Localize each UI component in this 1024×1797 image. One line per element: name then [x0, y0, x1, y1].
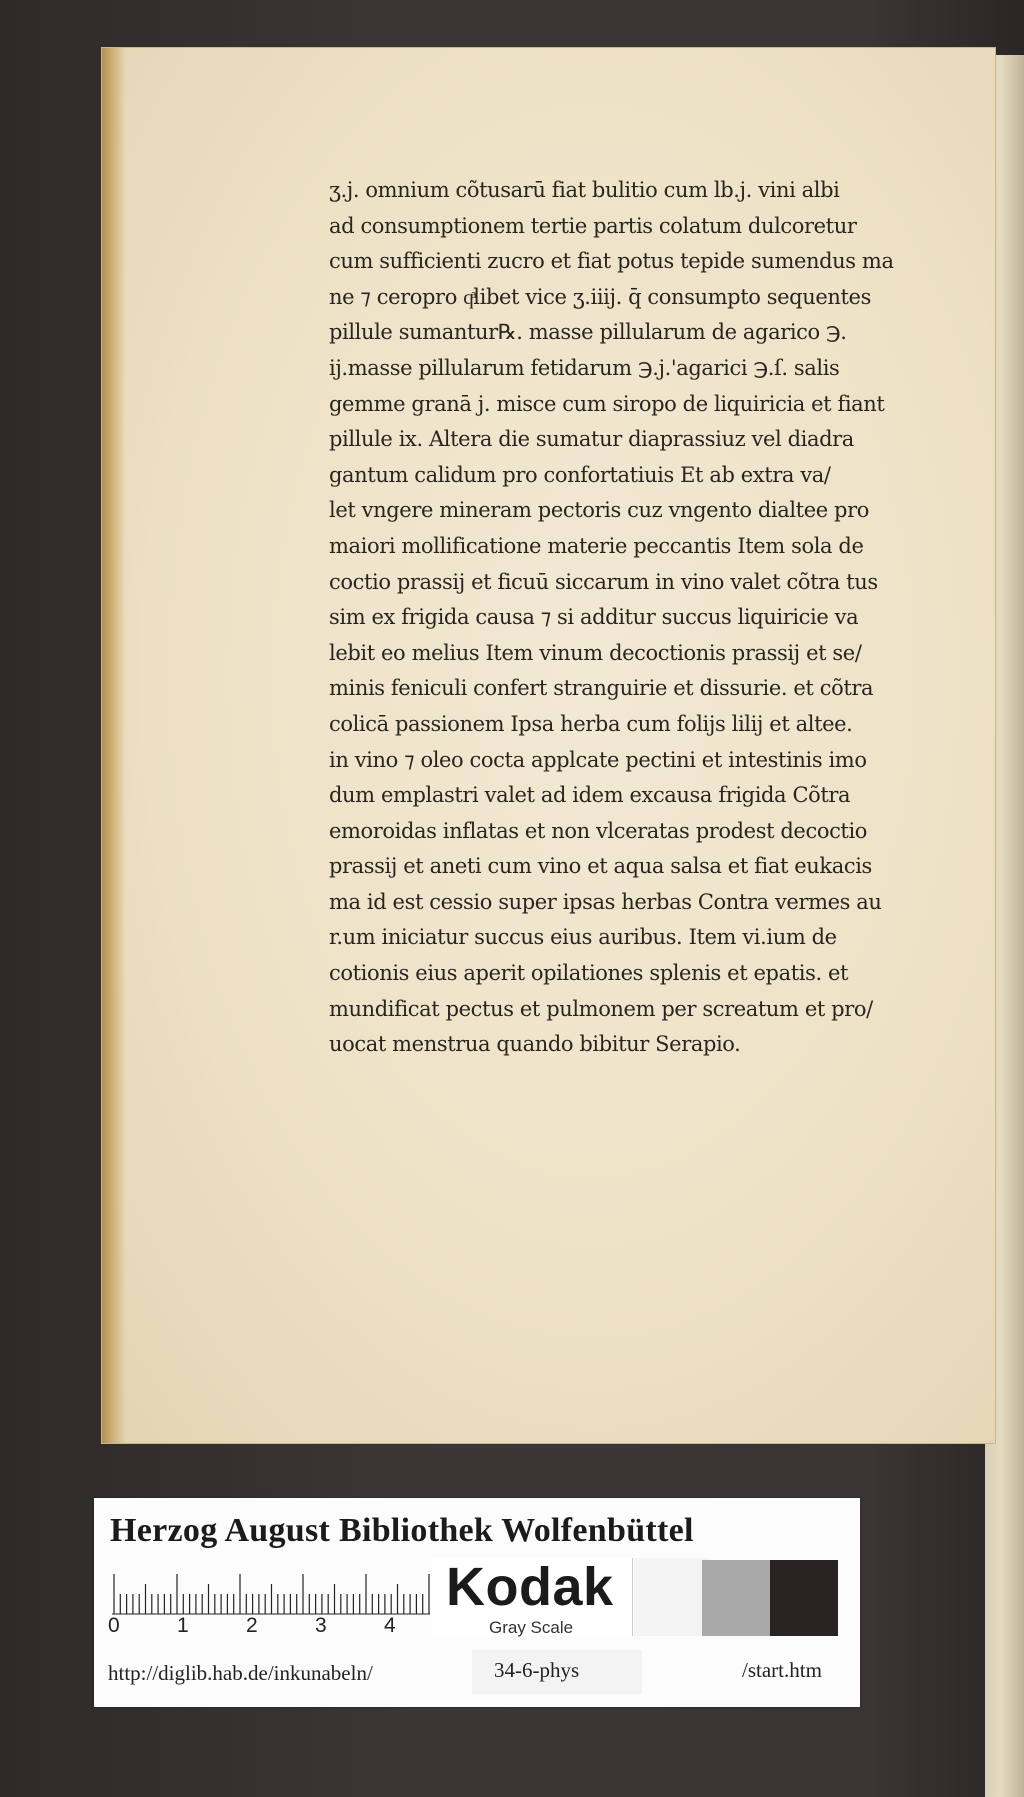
text-line: ne ⁊ ceropro qͣlibet vice ʒ.iiij. q̄ consumpto sequentes	[329, 284, 871, 309]
ruler-number: 3	[315, 1614, 327, 1637]
text-line: dum emplastri valet ad idem excausa frigida Cõtra	[329, 783, 851, 808]
text-line: let vngere mineram pectoris cuz vngento dialtee pro	[329, 498, 869, 523]
text-line: in vino ⁊ oleo cocta applcate pectini et intestinis imo	[329, 747, 867, 772]
text-line: pillule sumantur℞. masse pillularum de agarico ℈.	[329, 320, 847, 345]
text-line: ij.masse pillularum fetidarum ℈.j.'agarici ℈.ſ. salis	[329, 355, 840, 380]
gray-swatch-mid	[702, 1560, 770, 1636]
text-line: maiori mollificatione materie peccantis Item sola de	[329, 533, 864, 558]
ruler-number: 0	[108, 1614, 120, 1637]
text-line: ma id est cessio super ipsas herbas Contra vermes au	[329, 889, 882, 914]
ruler-number: 2	[246, 1614, 258, 1637]
ruler	[112, 1568, 430, 1616]
text-line: cotionis eius aperit opilationes splenis et epatis. et	[329, 961, 849, 986]
text-line: emoroidas inflatas et non vlceratas prodest decoctio	[329, 818, 868, 843]
text-line: colicā passionem Ipsa herba cum folijs lilij et altee.	[329, 711, 853, 736]
ruler-number: 4	[384, 1614, 396, 1637]
text-line: gemme granā j. misce cum siropo de liquiricia et fiant	[329, 391, 885, 416]
gray-scale-label: Gray Scale	[489, 1618, 574, 1637]
url-base: http://diglib.hab.de/inkunabeln/	[108, 1661, 373, 1685]
ruler-number: 1	[177, 1614, 189, 1637]
text-line: cum sufficienti zucro et fiat potus tepide sumendus ma	[329, 249, 894, 274]
library-title: Herzog August Bibliothek Wolfenbüttel	[110, 1512, 694, 1549]
url-suffix: /start.htm	[742, 1658, 822, 1682]
text-line: lebit eo melius Item vinum decoctionis prassij et se/	[329, 640, 862, 665]
url-shelfmark: 34-6-phys	[494, 1658, 580, 1682]
gray-swatch-light	[634, 1558, 709, 1636]
page-gutter	[102, 48, 126, 1443]
text-line: ʒ.j. omnium cõtusarū fiat bulitio cum lb.j. vini albi	[329, 178, 840, 202]
text-line: gantum calidum pro confortatiuis Et ab extra va/	[329, 462, 831, 487]
text-line: pillule ix. Altera die sumatur diaprassiuz vel diadra	[329, 427, 854, 452]
text-line: coctio prassij et ficuū siccarum in vino valet cõtra tus	[329, 569, 878, 594]
text-line: ad consumptionem tertie partis colatum dulcoretur	[329, 213, 857, 238]
gray-swatch-dark	[770, 1560, 838, 1636]
page-text	[329, 173, 919, 1063]
text-line: uocat menstrua quando bibitur Serapio.	[329, 1032, 741, 1057]
text-line: mundificat pectus et pulmonem per screatum et pro/	[329, 996, 873, 1021]
text-line: sim ex frigida causa ⁊ si additur succus liquiricie va	[329, 605, 859, 630]
text-line: prassij et aneti cum vino et aqua salsa et fiat eukacis	[329, 854, 872, 879]
color-target-card	[94, 1498, 860, 1707]
text-line: minis feniculi confert stranguirie et dissurie. et cõtra	[329, 676, 874, 701]
text-line: r.um iniciatur succus eius auribus. Item vi.ium de	[329, 925, 837, 950]
ruler-numbers	[108, 1614, 468, 1638]
kodak-logo: Kodak	[446, 1557, 614, 1617]
